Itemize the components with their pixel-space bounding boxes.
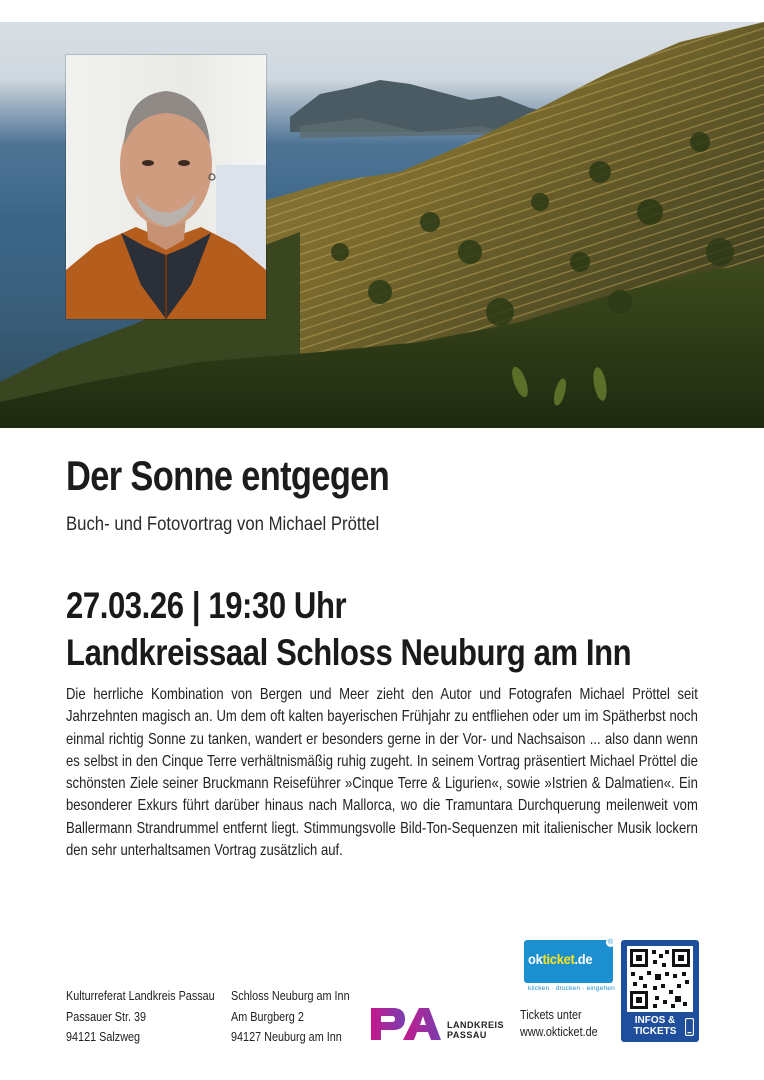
author-portrait — [66, 55, 266, 319]
location-street: Am Burgberg 2 — [231, 1009, 304, 1024]
logo-line-2: PASSAU — [447, 1030, 487, 1040]
landkreis-passau-logo — [369, 1004, 504, 1044]
qr-label — [625, 1015, 685, 1037]
tickets-url[interactable]: www.okticket.de — [520, 1025, 598, 1039]
event-venue: Landkreissaal Schloss Neuburg am Inn — [66, 632, 632, 673]
okticket-tagline: klicken · drucken · eingehen — [528, 985, 615, 992]
location-city: 94127 Neuburg am Inn — [231, 1030, 342, 1044]
organizer-street: Passauer Str. 39 — [66, 1009, 147, 1024]
location-address — [231, 986, 350, 1048]
okticket-brand-accent: ticket — [542, 951, 575, 967]
location-name: Schloss Neuburg am Inn — [231, 989, 350, 1003]
organizer-address — [66, 986, 215, 1048]
organizer-city: 94121 Salzweg — [66, 1030, 141, 1044]
logo-line-1: LANDKREIS — [447, 1020, 505, 1030]
qr-code-icon — [627, 946, 693, 1012]
portrait-illustration — [66, 55, 266, 319]
event-description: Die herrliche Kombination von Bergen und Meer zieht den Autor und Fotografen Michael Pröttel seit Jahrzehnten magisch an. Um dem oft kalten bayerischen Frühjahr zu entfliehen oder um im Spätherbst noch einmal richtig Sonne zu tanken, wandert er besonders gerne in der Vor- und Nachsaison ... also dann wenn es selbst in den Cinque Terre verhältnismäßig ruhig zugeht. In seinem Vortrag präsentiert Michael Pröttel die schönsten Ziele seiner Bruckmann Reiseführer »Cinque Terre & Ligurien«, sowie »Istrien & Dalmatien«. Ein besonderer Exkurs führt darüber hinaus nach Mallorca, wo die Tramuntara Durchquerung meilenweit vom Ballermann Strandrummel entfernt liegt. Stimmungsvolle Bild-Ton-Sequenzen mit italienischer Musik lockern den sehr unterhaltsamen Vortrag zusätzlich auf. — [66, 686, 698, 860]
okticket-brand-right: .de — [574, 951, 593, 967]
phone-icon — [685, 1018, 694, 1036]
organizer-name: Kulturreferat Landkreis Passau — [66, 989, 215, 1003]
registered-icon: ® — [607, 939, 614, 946]
qr-label-line-2: TICKETS — [633, 1026, 677, 1037]
okticket-wordmark — [528, 951, 592, 967]
qr-code-box[interactable] — [621, 940, 699, 1042]
tickets-label: Tickets unter — [520, 1008, 582, 1022]
event-title: Der Sonne entgegen — [66, 452, 390, 499]
tickets-info — [520, 1007, 598, 1041]
event-datetime: 27.03.26 | 19:30 Uhr — [66, 585, 347, 626]
okticket-brand-left: ok — [528, 951, 543, 967]
event-subtitle: Buch- und Fotovortrag von Michael Pröttel — [66, 514, 380, 535]
okticket-logo[interactable] — [524, 940, 613, 983]
qr-label-line-1: INFOS & — [634, 1015, 676, 1026]
